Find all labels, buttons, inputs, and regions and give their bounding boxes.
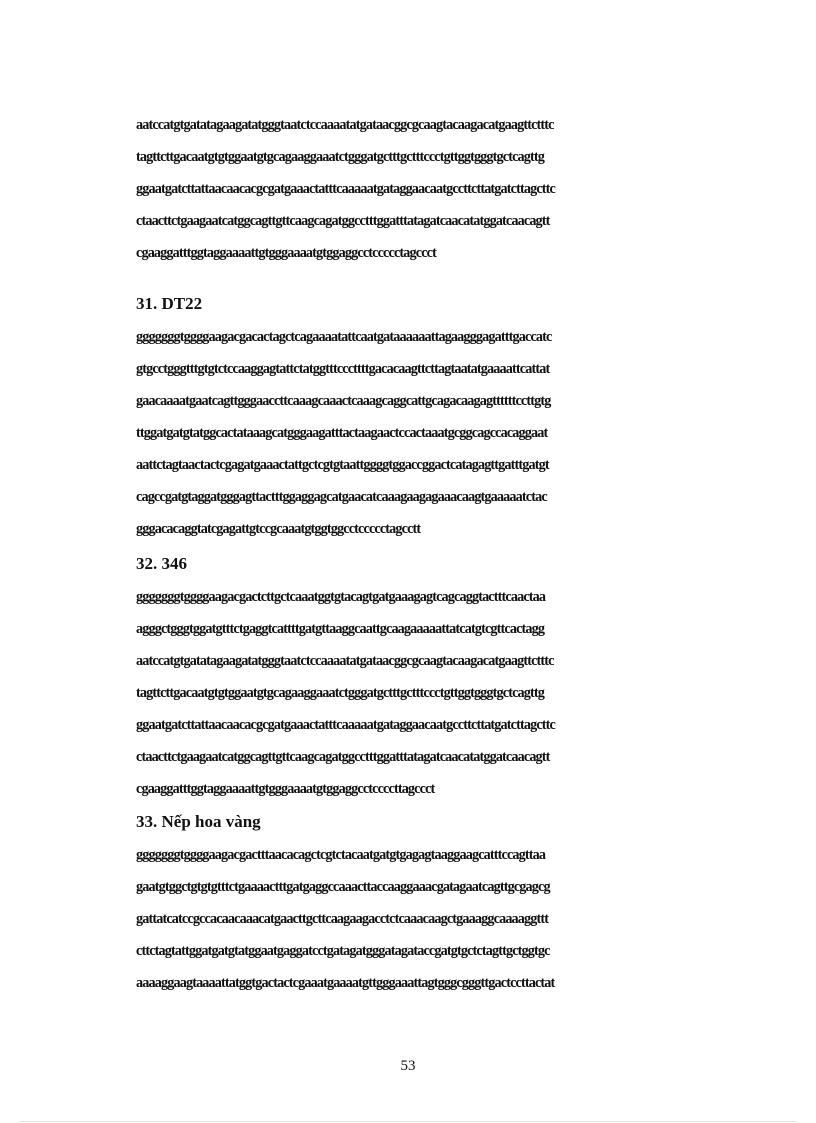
section-heading-32: 32. 346 (136, 554, 187, 573)
section-heading-33: 33. Nếp hoa vàng (136, 812, 261, 831)
sequence-line: ctaacttctgaagaatcatggcagttgttcaagcagatggcctttggatttatagatcaacatatggatcaacagtt (136, 749, 550, 765)
sequence-line: gggggggtggggaagacgactttaacacagctcgtctacaatgatgtgagagtaaggaagcatttccagttaa (136, 847, 546, 863)
section-heading-31: 31. DT22 (136, 294, 203, 313)
page-number: 53 (400, 1058, 416, 1074)
sequence-line: aattctagtaactactcgagatgaaactattgctcgtgtaattggggtggaccggactcatagagttgatttgatgt (136, 457, 549, 473)
sequence-line: agggctgggtggatgtttctgaggtcattttgatgttaaggcaattgcaagaaaaattatcatgtcgttcactagg (136, 621, 545, 637)
sequence-line: cgaaggatttggtaggaaaattgtgggaaaatgtggaggcctccccttagccct (136, 781, 435, 797)
sequence-line: tagttcttgacaatgtgtggaatgtgcagaaggaaatctgggatgctttgctttccctgttggtgggtgctcagttg (136, 149, 545, 165)
sequence-line: gaatgtggctgtgtgtttctgaaaactttgatgaggccaaacttaccaaggaaacgatagaatcagttgcgagcg (136, 879, 550, 895)
sequence-line: gattatcatccgccacaacaaacatgaacttgcttcaagaagacctctcaaacaagctgaaaggcaaaaggttt (136, 911, 549, 927)
sequence-line: ggaatgatcttattaacaacacgcgatgaaactatttcaaaaatgataggaacaatgccttcttatgatcttagcttc (136, 717, 555, 733)
sequence-line: aaaaggaagtaaaattatggtgactactcgaaatgaaaatgttgggaaattagtgggcgggttgactccttactat (136, 975, 555, 991)
sequence-line: gggggggtggggaagacgacactagctcagaaaatattcaatgataaaaaattagaagggagatttgaccatc (136, 329, 552, 345)
sequence-line: ttggatgatgtatggcactataaagcatgggaagatttactaagaactccactaaatgcggcagccacaggaat (136, 425, 548, 441)
sequence-line: gaacaaaatgaatcagttgggaaccttcaaagcaaactcaaagcaggcattgcagacaagagttttttccttgtg (136, 393, 551, 409)
sequence-line: gggggggtggggaagacgactcttgctcaaatggtgtacagtgatgaaagagtcagcaggtactttcaactaa (136, 589, 546, 605)
sequence-line: aatccatgtgatatagaagatatgggtaatctccaaaatatgataacggcgcaagtacaagacatgaagttctttc (136, 117, 554, 133)
sequence-line: tagttcttgacaatgtgtggaatgtgcagaaggaaatctgggatgctttgctttccctgttggtgggtgctcagttg (136, 685, 545, 701)
sequence-line: ctaacttctgaagaatcatggcagttgttcaagcagatggcctttggatttatagatcaacatatggatcaacagtt (136, 213, 550, 229)
sequence-line: cagccgatgtaggatgggagttactttggaggagcatgaacatcaaagaagagaaacaagtgaaaaatctac (136, 489, 547, 505)
sequence-line: gtgcctgggtttgtgtctccaaggagtattctatggtttcccttttgacacaagttcttagtaatatgaaaattcattat (136, 361, 550, 377)
page-bottom-divider (20, 1121, 796, 1122)
sequence-line: cttctagtattggatgatgtatggaatgaggatcctgatagatgggatagataccgatgtgctctagttgctggtgc (136, 943, 550, 959)
sequence-line: aatccatgtgatatagaagatatgggtaatctccaaaatatgataacggcgcaagtacaagacatgaagttctttc (136, 653, 554, 669)
sequence-line: ggaatgatcttattaacaacacgcgatgaaactatttcaaaaatgataggaacaatgccttcttatgatcttagcttc (136, 181, 555, 197)
sequence-line: gggacacaggtatcgagattgtccgcaaatgtggtggcctccccctagcctt (136, 521, 421, 537)
sequence-line: cgaaggatttggtaggaaaattgtgggaaaatgtggaggcctccccctagccct (136, 245, 436, 261)
